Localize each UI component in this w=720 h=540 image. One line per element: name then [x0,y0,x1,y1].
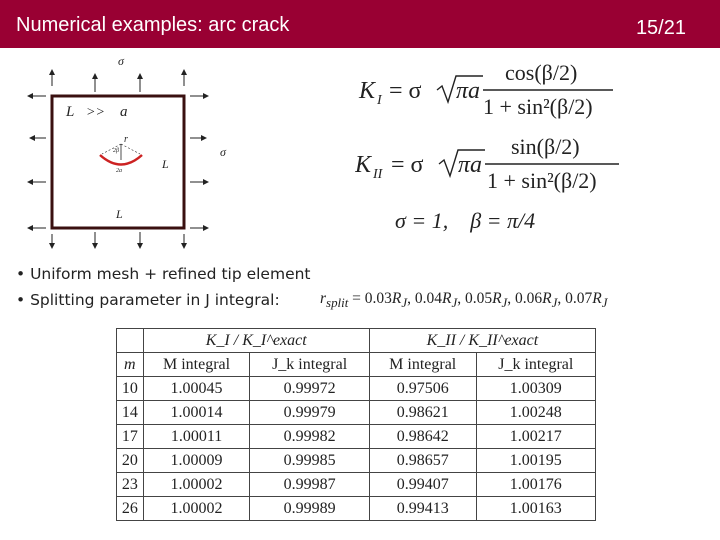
table-cell: 17 [117,425,144,449]
table-row [117,497,596,521]
table-row [117,449,596,473]
k1-symbol: K [359,78,376,104]
slide-title: Numerical examples: arc crack [16,14,290,36]
table-cell: 1.00195 [476,449,595,473]
rsplit-value-4: 0.06 [515,290,543,307]
side-length-label: L [162,157,169,171]
table-cell: 1.00309 [476,377,595,401]
table-row [117,473,596,497]
table-cell: 0.99979 [250,401,369,425]
group-header-k1: K_I / K_I^exact [143,329,369,353]
k2-symbol: K [355,152,372,178]
arc-crack-diagram [20,52,250,252]
table-cell: 1.00014 [143,401,250,425]
k1-sqrt-arg: πa [456,78,481,104]
k1-equals: = σ [389,78,422,104]
condition-L: L [66,104,75,120]
table-cell: 0.99982 [250,425,369,449]
table-cell: 0.98642 [369,425,476,449]
condition-op: >> [86,105,105,120]
condition-a: a [120,104,128,120]
table-cell: 1.00009 [143,449,250,473]
table-cell: 0.99985 [250,449,369,473]
rsplit-value-5: 0.07 [565,290,593,307]
bullet-splitting: • Splitting parameter in J integral: [16,291,280,309]
left-load-arrows [28,96,46,228]
column-header-m-integral-k2: M integral [369,353,476,377]
k2-denominator: 1 + sin²(β/2) [487,168,597,193]
table-cell: 1.00176 [476,473,595,497]
k1-numerator: cos(β/2) [505,60,578,85]
column-header-jk-integral-k2: J_k integral [476,353,595,377]
table-cell: 1.00163 [476,497,595,521]
table-cell: 10 [117,377,144,401]
table-cell: 0.97506 [369,377,476,401]
rsplit-symbol: r [320,290,327,307]
table-cell: 1.00011 [143,425,250,449]
right-load-arrows [190,96,208,228]
sigma-right-label: σ [220,145,226,159]
column-header-jk-integral-k1: J_k integral [250,353,369,377]
bullet-mesh: • Uniform mesh + refined tip element [16,265,311,283]
radius-label: r [124,134,128,145]
table-cell: 0.98657 [369,449,476,473]
table-cell: 26 [117,497,144,521]
chord-label: 2a [116,168,122,174]
table-cell: 0.99972 [250,377,369,401]
table-row [117,377,596,401]
table-cell: 0.99987 [250,473,369,497]
k1-denominator: 1 + sin²(β/2) [483,94,593,119]
table-cell: 0.99407 [369,473,476,497]
k2-equals: = σ [391,152,424,178]
results-table [116,328,596,521]
column-header-m-integral-k1: M integral [143,353,250,377]
rsplit-value-3: 0.05 [464,290,493,307]
blank-header-cell [117,329,144,353]
table-cell: 0.98621 [369,401,476,425]
table-cell: 20 [117,449,144,473]
rsplit-value-2: 0.04 [414,290,442,307]
table-cell: 23 [117,473,144,497]
table-cell: 1.00045 [143,377,250,401]
table-cell: 1.00002 [143,497,250,521]
stress-intensity-formulas [355,56,675,246]
slide-header [0,0,720,48]
table-cell: 0.99413 [369,497,476,521]
table-cell: 0.99989 [250,497,369,521]
results-table-container [116,328,596,525]
bottom-length-label: L [116,207,123,221]
k2-subscript: II [373,167,383,182]
top-load-arrows [52,70,184,92]
bullet-list [16,263,336,315]
table-cell: 1.00217 [476,425,595,449]
angle-label: 2β [113,148,119,154]
table-row [117,425,596,449]
table-row [117,401,596,425]
table-cell: 1.00002 [143,473,250,497]
parameter-values: σ = 1, β = π/4 [395,208,536,233]
group-header-k2: K_II / K_II^exact [369,329,595,353]
rsplit-subscript: split [326,295,349,311]
k1-subscript: I [377,93,382,108]
rsplit-formula: $r_{split} = 0.03R_J$, $0.04R_J$, $0.05R_J$, $0.06R_J$, $0.07R_J$ [320,290,608,311]
column-header-m: m [117,353,144,377]
k2-sqrt-arg: πa [458,152,483,178]
rsplit-value-1: 0.03 [364,290,392,307]
k2-numerator: sin(β/2) [511,134,580,159]
sigma-top-label: σ [118,54,124,68]
page-number: 15/21 [635,17,686,39]
table-cell: 14 [117,401,144,425]
table-cell: 1.00248 [476,401,595,425]
bottom-load-arrows [52,232,184,248]
